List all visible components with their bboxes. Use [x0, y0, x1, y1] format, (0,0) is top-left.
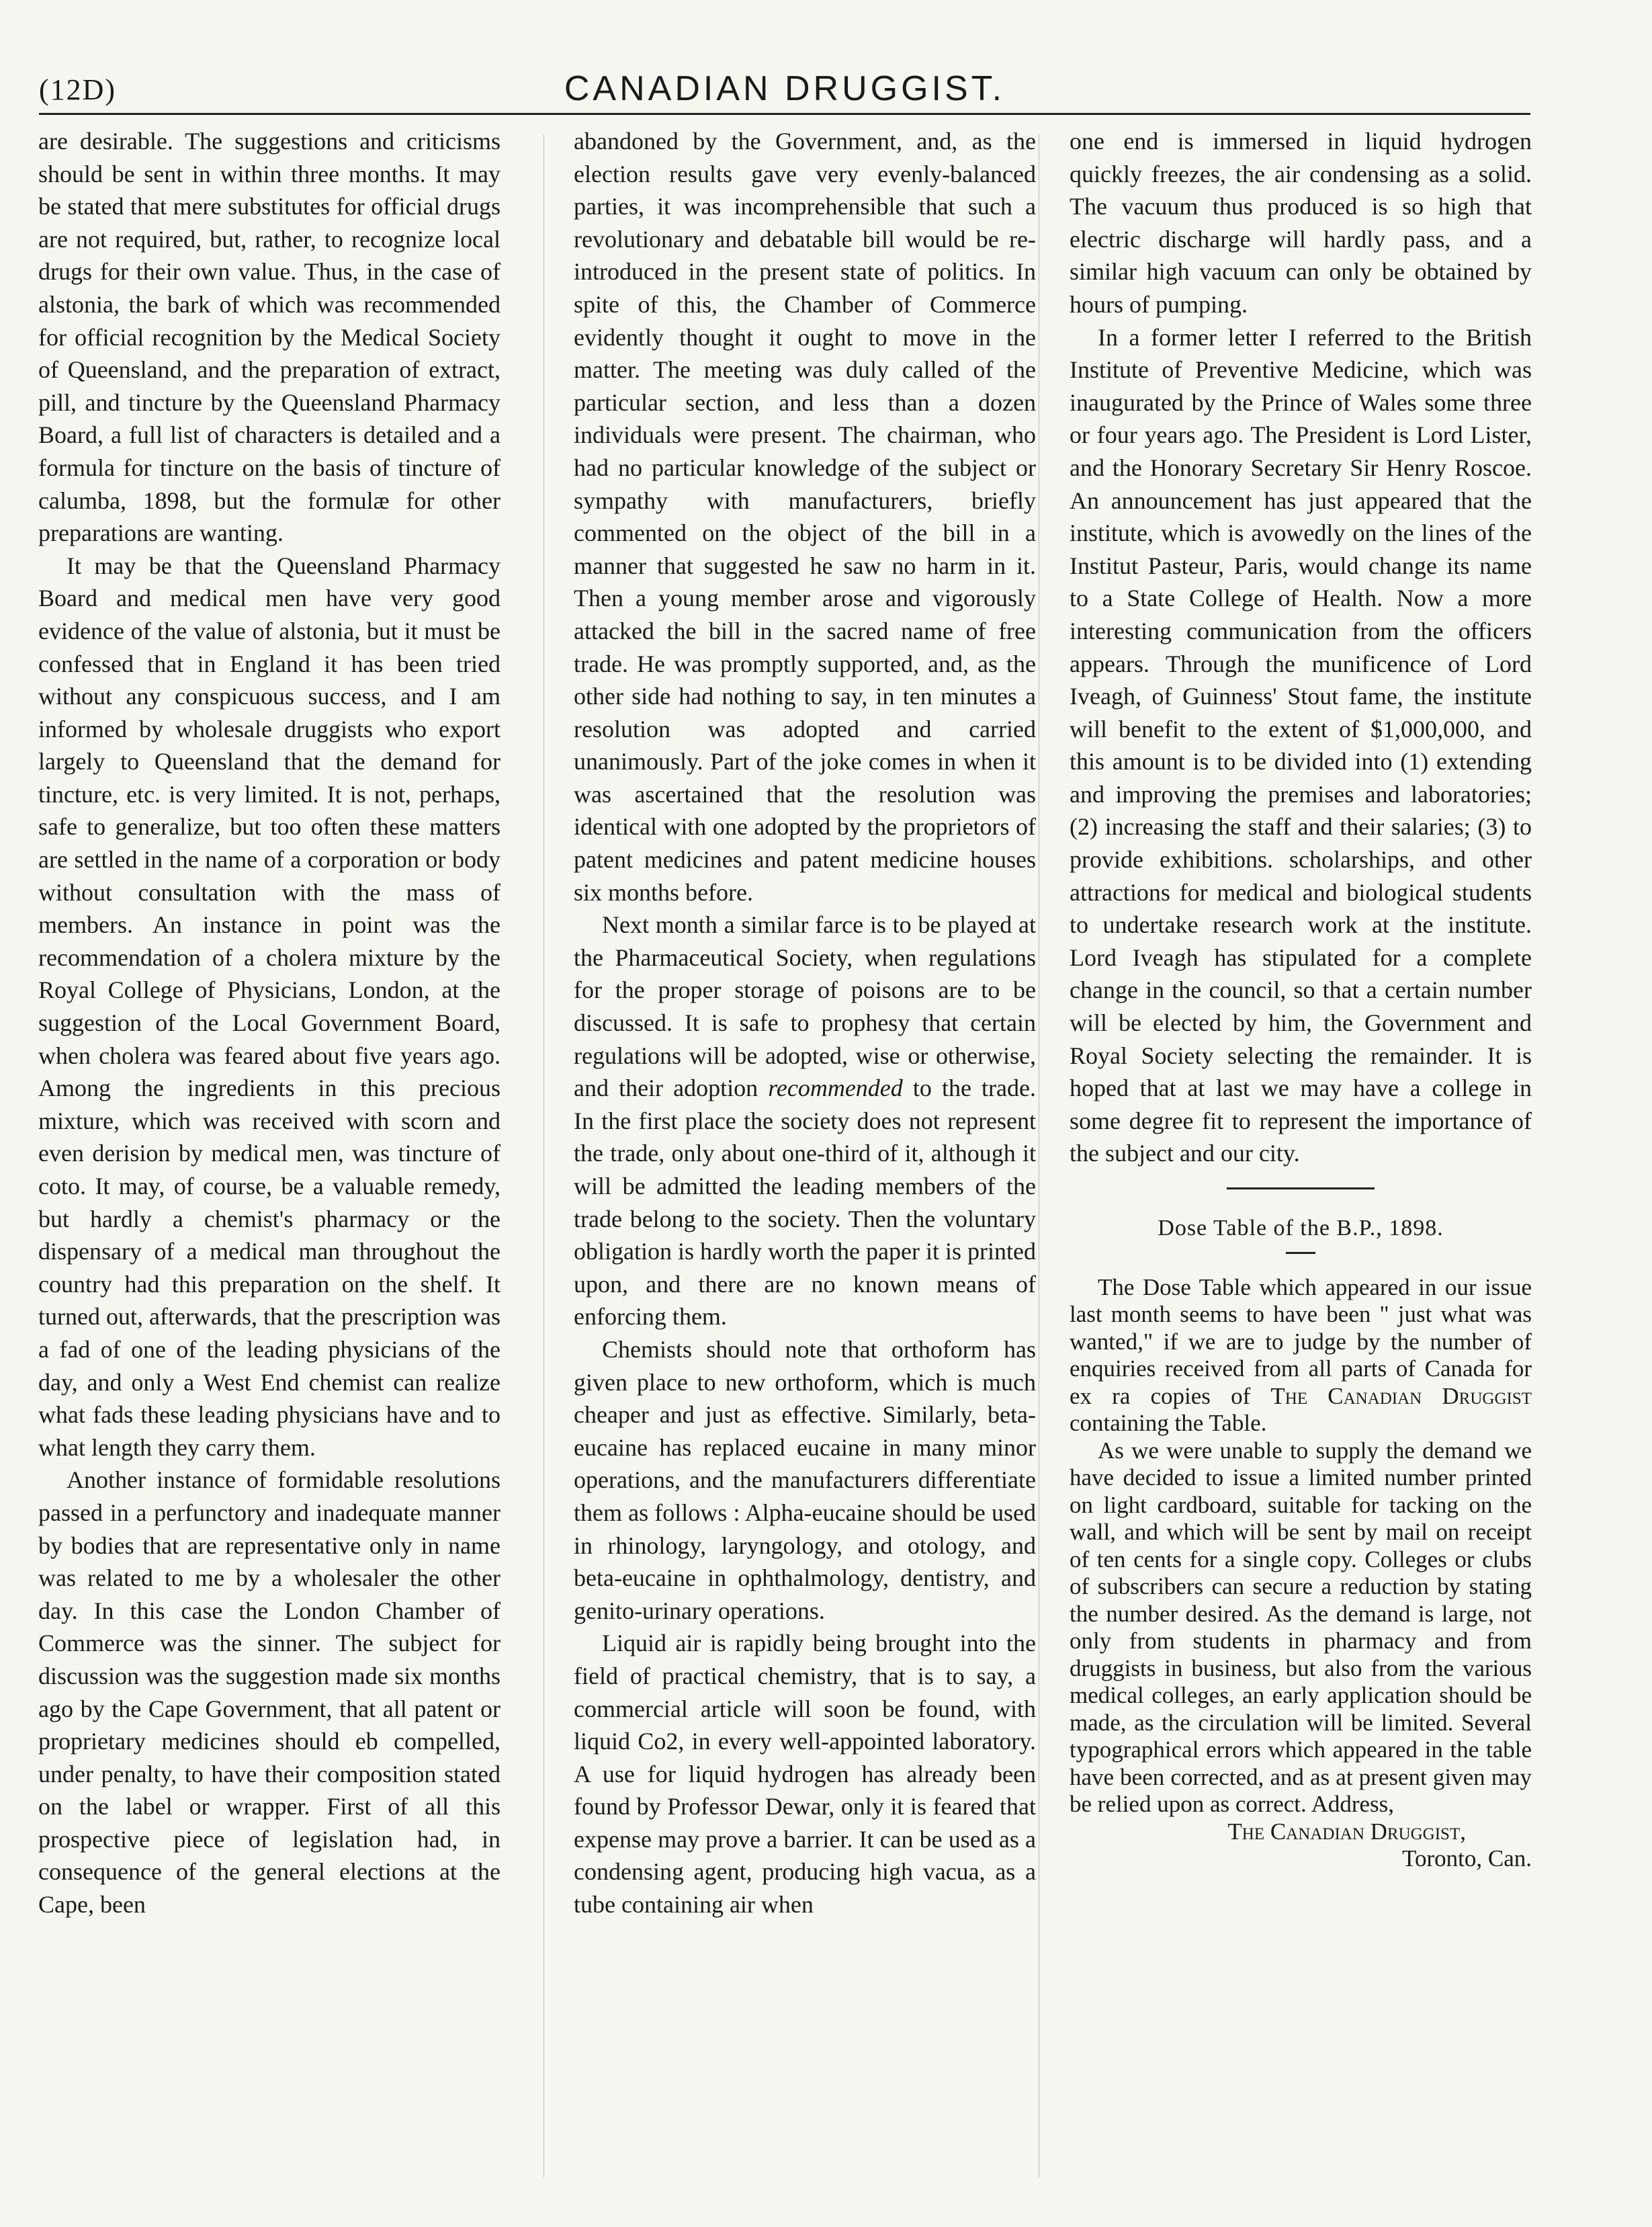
paragraph-text: containing the Table. — [1070, 1410, 1267, 1437]
header-rule — [39, 113, 1530, 115]
paragraph: As we were unable to supply the demand we have decided to issue a limited number printed on light cardboard, suitable for tacking on the wall, and which will be sent by mail on receipt of ten cents for a single copy. Colleges or clubs of subscribers can secure a reduction by stating the number desired. As the demand is large, not only from students in pharmacy and from druggists in business, but also from the various medical colleges, an early application should be made, as the circulation will be limited. Several typographical errors which appeared in the table have been corrected, and as at present given may be relied upon as correct. Address, — [1070, 1437, 1532, 1818]
paragraph: It may be that the Queensland Pharmacy Board and medical men have very good evidence of the value of alstonia, but it must be confessed that in England it has been tried without any conspicuous success, and I am informed by wholesale druggists who export largely to Queensland that the demand for tincture, etc. is very limited. It is not, perhaps, safe to generalize, but too often these matters are settled in the name of a corporation or body without consultation with the mass of members. An instance in point was the recommendation of a cholera mixture by the Royal College of Physicians, London, at the suggestion of the Local Government Board, when cholera was feared about five years ago. Among the ingredients in this precious mixture, which was received with scorn and even derision by medical men, was tincture of coto. It may, of course, be a valuable remedy, but hardly a chemist's pharmacy or the dispensary of a medical man throughout the country had this preparation on the shelf. It turned out, afterwards, that the prescription was a fad of one of the leading physicians of the day, and only a West End chemist can realize what fads these leading physicians have and to what length they carry them. — [38, 552, 501, 1461]
publication-name: The Canadian Druggist — [1270, 1382, 1532, 1409]
italic-word: recommended — [768, 1075, 903, 1102]
page-number: (12D) — [39, 73, 117, 106]
paragraph: abandoned by the Government, and, as the election results gave very evenly-balanced parties, it was incomprehensible that such a revolutionary and debatable bill would be re-introduced in the present state of politics. In spite of this, the Chamber of Commerce evidently thought it ought to move in the matter. The meeting was duly called of the particular section, and less than a dozen individuals were present. The chairman, who had no particular knowledge of the subject or sympathy with manufacturers, briefly commented on the object of the bill in a manner that suggested he saw no harm in it. Then a young member arose and vigorously attacked the bill in the sacred name of free trade. He was promptly supported, and, as the other side had nothing to say, in ten minutes a resolution was adopted and carried unanimously. Part of the joke comes in when it was ascertained that the resolution was identical with one adopted by the proprietors of patent medicines and patent medicine houses six months before. — [574, 128, 1036, 906]
paragraph: are desirable. The suggestions and criticisms should be sent in within three months. It may be stated that mere substitutes for official drugs are not required, but, rather, to recognize local drugs for their own value. Thus, in the case of alstonia, the bark of which was recommended for official recognition by the Medical Society of Queensland, and the preparation of extract, pill, and tincture by the Queensland Pharmacy Board, a full list of characters is detailed and a formula for tincture on the basis of tincture of calumba, 1898, but the formulæ for other preparations are wanting. — [38, 128, 501, 547]
dose-table-notice — [1070, 1274, 1532, 1873]
paragraph: Chemists should note that orthoform has given place to new orthoform, which is much cheaper and just as effective. Similarly, beta-eucaine has replaced eucaine in many minor operations, and the manufacturers differentiate them as follows : Alpha-eucaine should be used in rhinology, laryngology, and otology, and beta-eucaine in ophthalmology, dentistry, and genito-urinary operations. — [574, 1335, 1036, 1624]
title-dash — [1286, 1252, 1315, 1254]
section-title: Dose Table of the B.P., 1898. — [1158, 1216, 1444, 1241]
paragraph: Another instance of formidable resolutions passed in a perfunctory and inadequate manner by bodies that are representative only in name was related to me by a wholesaler the other day. In this case the London Chamber of Commerce was the sinner. The subject for discussion was the suggestion made six months ago by the Cape Government, that all patent or proprietary medicines should eb compelled, under penalty, to have their composition stated on the label or wrapper. First of all this prospective piece of legislation had, in consequence of the general elections at the Cape, been — [38, 1466, 501, 1919]
paragraph-text: to the trade. In the first place the society does not represent the trade, only about one-third of it, although it will be admitted the leading members of the trade belong to the society. Then the voluntary obligation is hardly worth the paper it is printed upon, and there are no known means of enforcing them. — [574, 1075, 1036, 1331]
paragraph-text: The Dose Table which appeared in our issue last month seems to have been " just what was wanted," if we are to judge by the number of enquiries received from all parts of Canada for ex ra copies of — [1070, 1273, 1532, 1409]
paragraph-text: Next month a similar farce is to be played at the Pharmaceutical Society, when regulations for the proper storage of poisons are to be discussed. It is safe to prophesy that certain regulations will be adopted, wise or otherwise, and their adoption — [574, 911, 1036, 1102]
column-1 — [38, 125, 501, 1921]
column-3 — [1070, 125, 1532, 1873]
journal-title: CANADIAN DRUGGIST. — [564, 69, 1006, 108]
page-header — [39, 52, 1530, 106]
paragraph: one end is immersed in liquid hydrogen quickly freezes, the air condensing as a solid. The vacuum thus produced is so high that electric discharge will hardly pass, and a similar high vacuum can only be obtained by hours of pumping. — [1070, 128, 1532, 318]
column-2 — [574, 125, 1036, 1921]
paragraph — [1070, 1274, 1532, 1437]
signature-name: The Canadian Druggist, — [1227, 1818, 1466, 1845]
section-rule — [1227, 1187, 1375, 1189]
paragraph: In a former letter I referred to the British Institute of Preventive Medicine, which was inaugurated by the Prince of Wales some three or four years ago. The President is Lord Lister, and the Honorary Secretary Sir Henry Roscoe. An announcement has just appeared that the institute, which is avowedly on the lines of the Institut Pasteur, Paris, would change its name to a State College of Health. Now a more interesting communication from the officers appears. Through the munificence of Lord Iveagh, of Guinness' Stout fame, the institute will benefit to the extent of $1,000,000, and this amount is to be divided into (1) extending and improving the premises and laboratories; (2) increasing the staff and their salaries; (3) to provide exhibitions. scholarships, and other attractions for medical and biological students to undertake research work at the institute. Lord Iveagh has stipulated for a complete change in the council, so that a certain number will be elected by him, the Government and Royal Society selecting the remainder. It is hoped that at last we may have a college in some degree fit to represent the importance of the subject and our city. — [1070, 323, 1532, 1167]
paragraph — [574, 909, 1036, 1333]
signature-place: Toronto, Can. — [1402, 1845, 1532, 1872]
paragraph: Liquid air is rapidly being brought into the field of practical chemistry, that is to say, a commercial article will soon be found, with liquid Co2, in every well-appointed laboratory. A use for liquid hydrogen has already been found by Professor Dewar, only it is feared that expense may prove a barrier. It can be used as a condensing agent, producing high vacua, as a tube containing air when — [574, 1630, 1036, 1919]
